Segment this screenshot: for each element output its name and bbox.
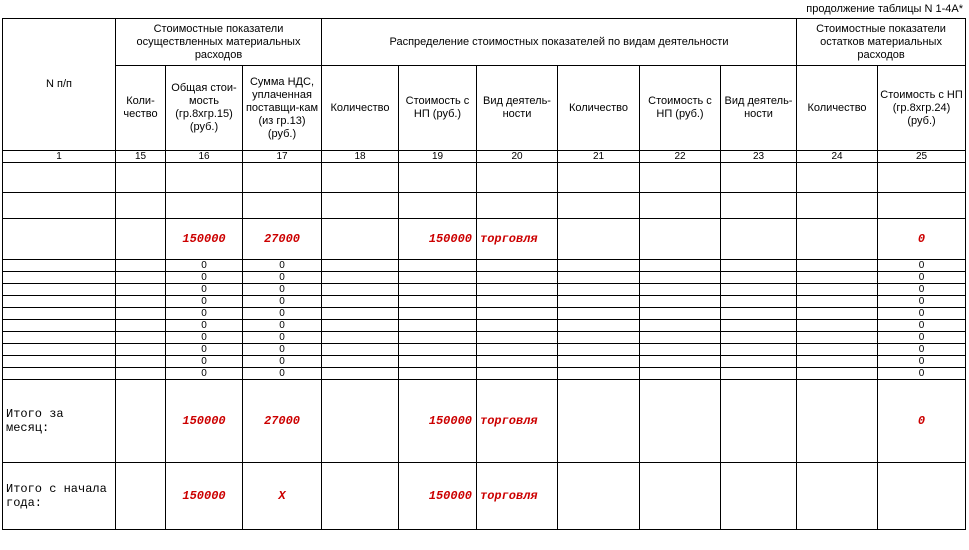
header-c18: Количество xyxy=(322,66,399,151)
cell-c25: 0 xyxy=(878,380,966,463)
column-header-row xyxy=(3,66,966,151)
col-number: 18 xyxy=(322,151,399,163)
cell-c16: 0 xyxy=(166,296,243,308)
cell-c25: 0 xyxy=(878,260,966,272)
cell-c25: 0 xyxy=(878,219,966,260)
cell-c17: 27000 xyxy=(243,219,322,260)
table-row-blank xyxy=(3,163,966,193)
table-row xyxy=(3,356,966,368)
header-expenses: Стоимостные показатели осуществленных материальных расходов xyxy=(116,19,322,66)
total-year-row xyxy=(3,463,966,530)
column-number-row xyxy=(3,151,966,163)
col-number: 16 xyxy=(166,151,243,163)
header-c17: Сумма НДС, уплаченная поставщи-кам (из гр.13) (руб.) xyxy=(243,66,322,151)
cell-c16: 0 xyxy=(166,368,243,380)
cell-c16: 150000 xyxy=(166,219,243,260)
cell-c25: 0 xyxy=(878,272,966,284)
cell-c25: 0 xyxy=(878,296,966,308)
cell-c17: 0 xyxy=(243,356,322,368)
cell-c16: 0 xyxy=(166,272,243,284)
table-row xyxy=(3,344,966,356)
cell-c25: 0 xyxy=(878,332,966,344)
cell-c16: 0 xyxy=(166,344,243,356)
table-row-blank xyxy=(3,193,966,219)
cell-c19: 150000 xyxy=(399,219,477,260)
cell-c25: 0 xyxy=(878,344,966,356)
table-row xyxy=(3,308,966,320)
cell-c17: 0 xyxy=(243,296,322,308)
cell-c17: 0 xyxy=(243,272,322,284)
cell-c17: 0 xyxy=(243,332,322,344)
total-month-row xyxy=(3,380,966,463)
header-c15: Коли-чество xyxy=(116,66,166,151)
col-number: 19 xyxy=(399,151,477,163)
table-row-entry xyxy=(3,219,966,260)
cell-c17: Х xyxy=(243,463,322,530)
cell-c16: 0 xyxy=(166,308,243,320)
header-c22: Стоимость с НП (руб.) xyxy=(640,66,721,151)
col-number: 1 xyxy=(3,151,116,163)
col-number: 15 xyxy=(116,151,166,163)
cell-c17: 0 xyxy=(243,344,322,356)
header-c21: Количество xyxy=(558,66,640,151)
cell-c16: 0 xyxy=(166,332,243,344)
cell-c20: торговля xyxy=(477,380,558,463)
header-remains: Стоимостные показатели остатков материальных расходов xyxy=(797,19,966,66)
cell-c16: 0 xyxy=(166,320,243,332)
cell-c25: 0 xyxy=(878,368,966,380)
material-expenses-table xyxy=(2,18,966,530)
cell-c16: 150000 xyxy=(166,463,243,530)
header-c23: Вид деятель-ности xyxy=(721,66,797,151)
cell-c25: 0 xyxy=(878,308,966,320)
cell-c19: 150000 xyxy=(399,380,477,463)
col-number: 22 xyxy=(640,151,721,163)
header-c19: Стоимость с НП (руб.) xyxy=(399,66,477,151)
header-c24: Количество xyxy=(797,66,878,151)
cell-c25: 0 xyxy=(878,320,966,332)
col-number: 24 xyxy=(797,151,878,163)
col-number: 25 xyxy=(878,151,966,163)
col-number: 20 xyxy=(477,151,558,163)
header-c20: Вид деятель-ности xyxy=(477,66,558,151)
col-number: 23 xyxy=(721,151,797,163)
cell-c17: 0 xyxy=(243,308,322,320)
header-c25: Стоимость с НП (гр.8хгр.24) (руб.) xyxy=(878,66,966,151)
cell-c20: торговля xyxy=(477,463,558,530)
cell-c16: 0 xyxy=(166,356,243,368)
header-n: N п/п xyxy=(3,19,116,151)
cell-c17: 0 xyxy=(243,260,322,272)
table-row xyxy=(3,332,966,344)
cell-c25: 0 xyxy=(878,356,966,368)
col-number: 21 xyxy=(558,151,640,163)
table-row xyxy=(3,320,966,332)
cell-c16: 0 xyxy=(166,260,243,272)
table-row xyxy=(3,260,966,272)
total-year-label: Итого с начала года: xyxy=(3,463,116,530)
cell-c19: 150000 xyxy=(399,463,477,530)
header-distribution: Распределение стоимостных показателей по видам деятельности xyxy=(322,19,797,66)
cell-c16: 150000 xyxy=(166,380,243,463)
col-number: 17 xyxy=(243,151,322,163)
table-continuation-note: продолжение таблицы N 1-4А* xyxy=(806,3,963,15)
cell-c20: торговля xyxy=(477,219,558,260)
header-c16: Общая стои-мость (гр.8хгр.15) (руб.) xyxy=(166,66,243,151)
cell-c17: 0 xyxy=(243,320,322,332)
group-header-row xyxy=(3,19,966,66)
table-row xyxy=(3,272,966,284)
table-row xyxy=(3,296,966,308)
cell-c17: 0 xyxy=(243,284,322,296)
table-row xyxy=(3,368,966,380)
cell-c16: 0 xyxy=(166,284,243,296)
total-month-label: Итого за месяц: xyxy=(3,380,116,463)
cell-c17: 27000 xyxy=(243,380,322,463)
cell-c17: 0 xyxy=(243,368,322,380)
cell-c25: 0 xyxy=(878,284,966,296)
table-row xyxy=(3,284,966,296)
